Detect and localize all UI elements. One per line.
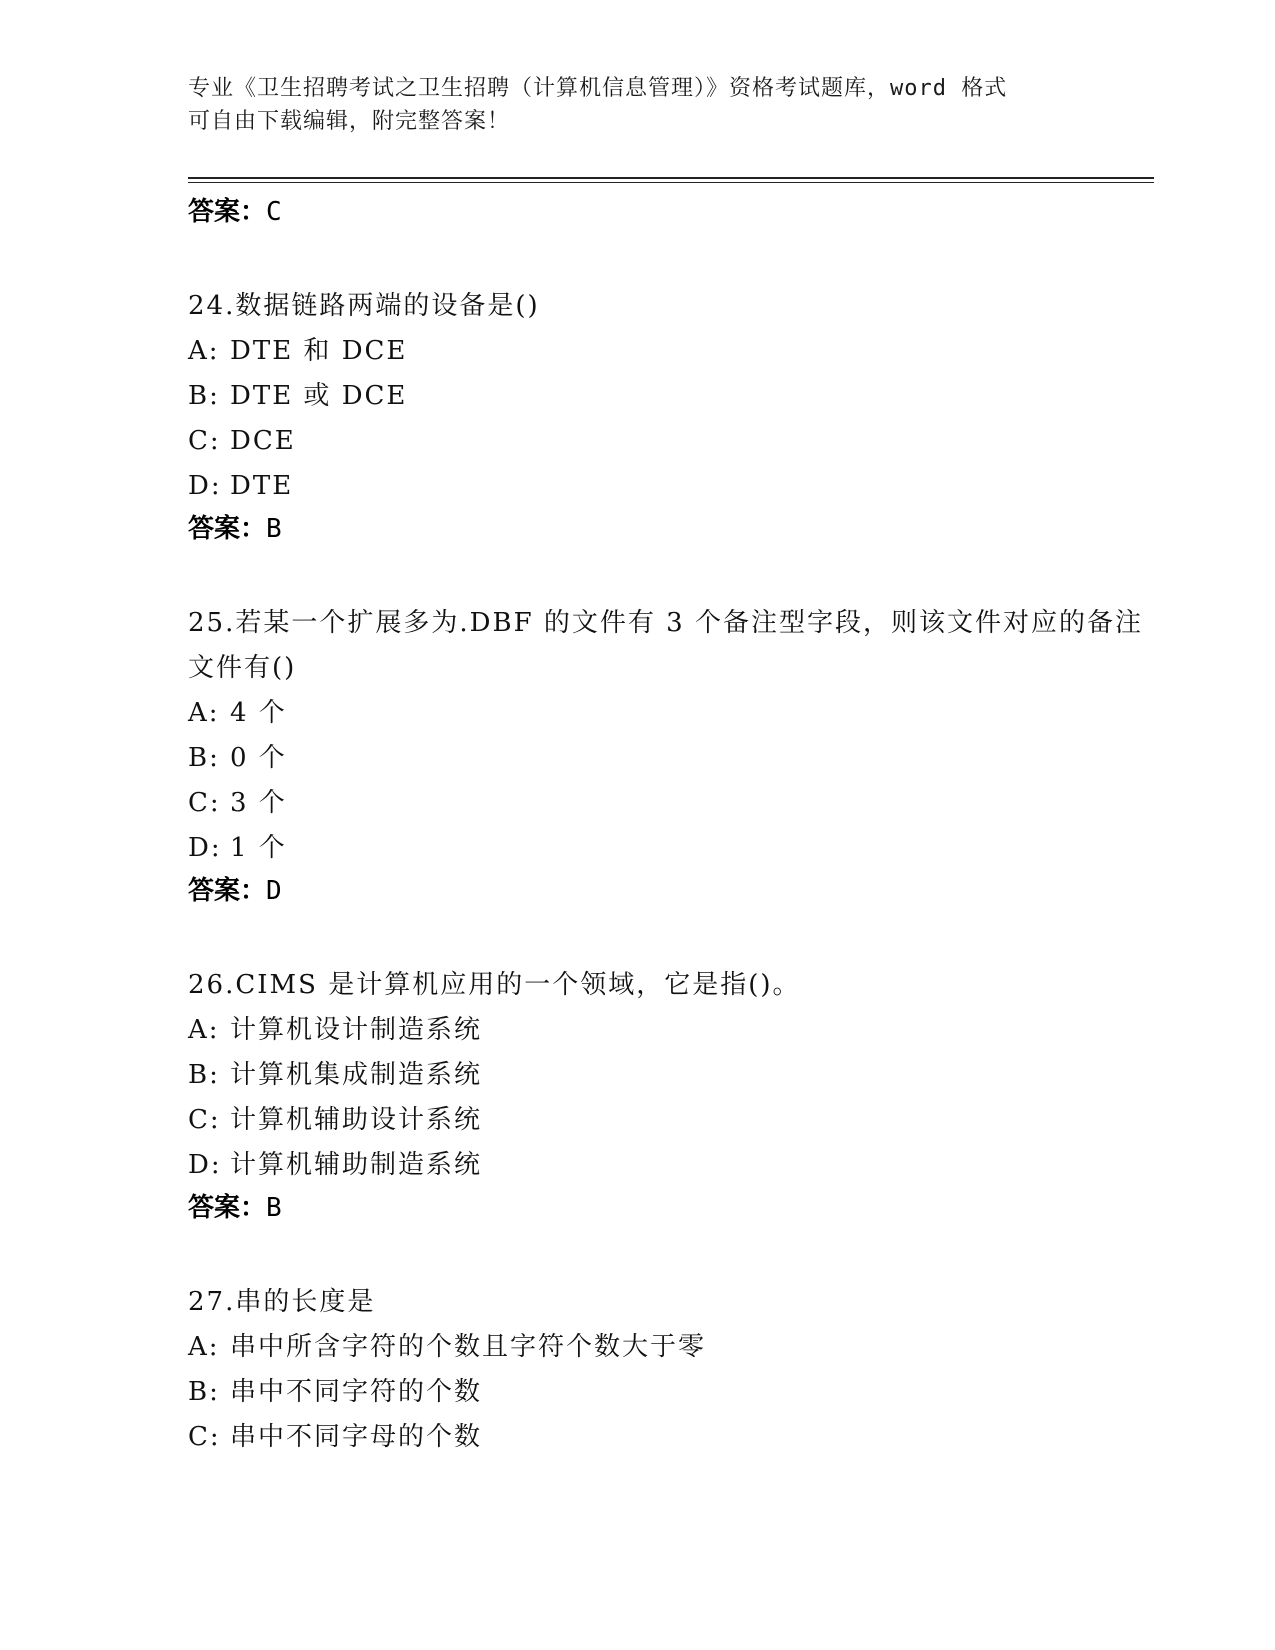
option-c [188,419,1148,464]
option-a [188,691,1148,736]
option-c [188,1098,1148,1143]
question-list [188,192,1148,1460]
option-c [188,1415,1148,1460]
option-a [188,1325,1148,1370]
question-stem: 24.数据链路两端的设备是() [188,291,540,321]
question-block [188,1280,1148,1460]
option-text: DTE 或 DCE [230,381,408,411]
header-rule-thin [188,182,1154,183]
question-block [188,963,1148,1228]
option-text: 计算机辅助制造系统 [230,1150,483,1180]
answer-prefix: 答案： [188,514,267,544]
option-b [188,736,1148,781]
answer-value: C [266,197,282,227]
question-stem: 26.CIMS 是计算机应用的一个领域，它是指()。 [188,970,801,1000]
option-label: A: [188,336,220,366]
option-text: 串中不同字母的个数 [230,1422,483,1452]
answer-value: B [266,514,282,544]
option-label: A: [188,1332,220,1362]
option-label: D: [188,471,222,501]
answer-line [188,871,1148,911]
spacer [188,911,1148,963]
question-block [188,284,1148,549]
option-label: B: [188,1060,220,1090]
question-stem: 25.若某一个扩展多为.DBF 的文件有 3 个备注型字段，则该文件对应的备注文件有() [188,608,1143,683]
option-label: C: [188,426,221,456]
document-header [188,72,1088,138]
option-b [188,374,1148,419]
header-line-2: 可自由下载编辑，附完整答案！ [188,109,511,134]
option-d [188,1143,1148,1188]
question-block [188,601,1148,911]
option-text: 串中不同字符的个数 [230,1377,483,1407]
answer-prefix: 答案： [188,197,267,227]
answer-line [188,1188,1148,1228]
question-stem: 27.串的长度是 [188,1287,376,1317]
option-text: 计算机辅助设计系统 [230,1105,483,1135]
option-label: C: [188,1105,221,1135]
option-text: 3 个 [230,788,287,818]
option-text: DTE [230,471,294,501]
option-text: 串中所含字符的个数且字符个数大于零 [230,1332,707,1362]
option-d [188,464,1148,509]
option-a [188,1008,1148,1053]
option-label: D: [188,1150,222,1180]
option-text: 0 个 [230,743,287,773]
option-label: B: [188,381,220,411]
option-label: A: [188,1015,220,1045]
header-line-1: 专业《卫生招聘考试之卫生招聘（计算机信息管理）》资格考试题库，word 格式 [188,76,1008,101]
option-label: B: [188,1377,220,1407]
answer-line [188,192,1148,232]
spacer [188,232,1148,284]
option-text: DCE [230,426,296,456]
option-d [188,826,1148,871]
option-a [188,329,1148,374]
spacer [188,1228,1148,1280]
option-text: 计算机集成制造系统 [230,1060,483,1090]
answer-value: B [266,1193,282,1223]
option-label: C: [188,1422,221,1452]
option-label: C: [188,788,221,818]
option-text: 1 个 [230,833,287,863]
answer-value: D [266,876,282,906]
option-label: B: [188,743,220,773]
answer-prefix: 答案： [188,1193,267,1223]
option-b [188,1370,1148,1415]
option-text: 计算机设计制造系统 [230,1015,483,1045]
option-label: D: [188,833,222,863]
answer-line [188,509,1148,549]
option-text: DTE 和 DCE [230,336,408,366]
header-rule-thick [188,177,1154,179]
answer-prefix: 答案： [188,876,267,906]
option-b [188,1053,1148,1098]
option-label: A: [188,698,220,728]
option-c [188,781,1148,826]
option-text: 4 个 [230,698,287,728]
spacer [188,549,1148,601]
